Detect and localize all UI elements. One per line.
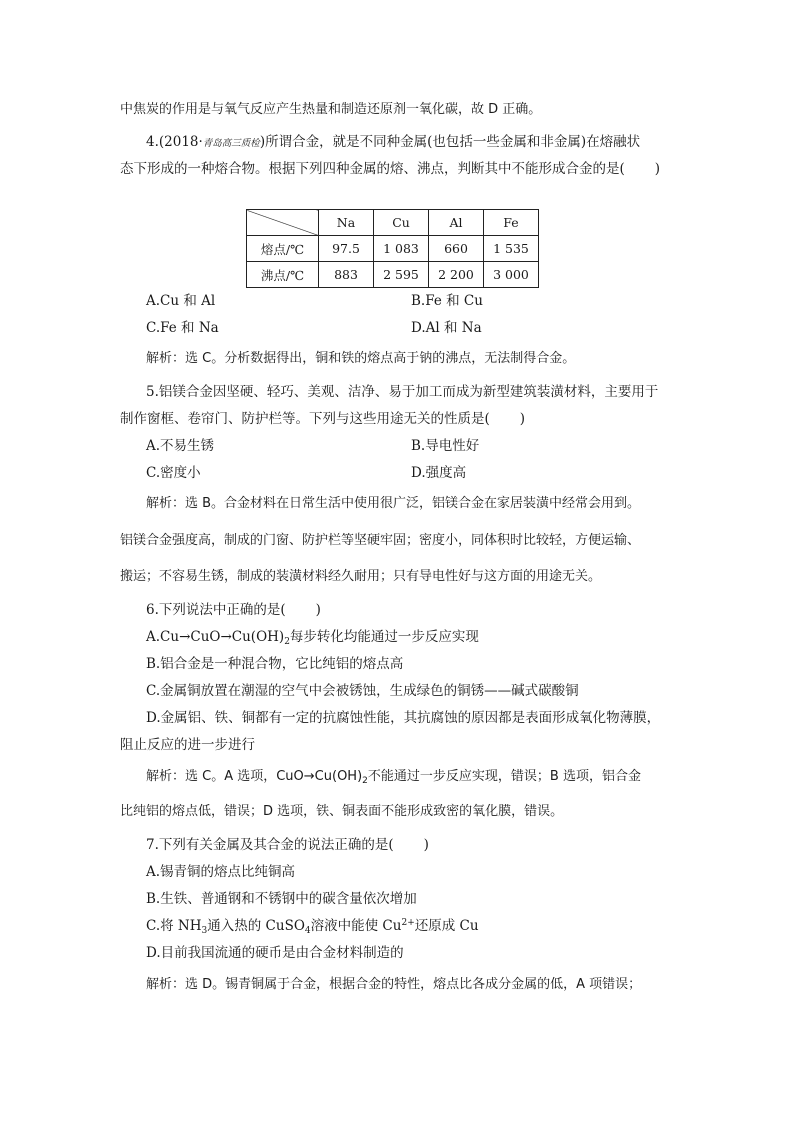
q6-option-a-text: A.Cu→CuO→Cu(OH) xyxy=(146,629,285,645)
q6-answer-text1: 解析：选 C。A 选项，CuO→Cu(OH) xyxy=(146,769,363,784)
q4-option-a: A.Cu 和 Al xyxy=(146,293,216,309)
q5-answer-line2: 铝镁合金强度高，制成的门窗、防护栏等坚硬牢固；密度小，同体积时比较轻，方便运输、 xyxy=(120,533,641,548)
q7-option-c-sub2: 4 xyxy=(304,926,311,936)
q6-option-a xyxy=(146,627,479,647)
q5-answer-line1: 解析：选 B。合金材料在日常生活中使用很广泛，铝镁合金在家居装潢中经常会用到。 xyxy=(146,496,641,511)
table-row-label: 沸点/℃ xyxy=(247,262,319,288)
table-cell: 660 xyxy=(429,236,484,262)
q7-option-d: D.目前我国流通的硬币是由合金材料制造的 xyxy=(146,945,404,961)
q6-paren-close: ) xyxy=(315,602,321,618)
q6-option-c: C.金属铜放置在潮湿的空气中会被锈蚀，生成绿色的铜锈——碱式碳酸铜 xyxy=(146,683,579,699)
q6-option-d-line2: 阻止反应的进一步进行 xyxy=(120,737,255,753)
table-cell: 2 200 xyxy=(429,262,484,288)
q5-stem-line2 xyxy=(120,409,525,429)
q4-answer: 解析：选 C。分析数据得出，铜和铁的熔点高于钠的沸点，无法制得合金。 xyxy=(146,351,576,366)
q7-option-a: A.锡青铜的熔点比纯铜高 xyxy=(146,864,296,880)
table-cell: 3 000 xyxy=(484,262,539,288)
q6-answer-line2: 比纯铝的熔点低，错误；D 选项，铁、铜表面不能形成致密的氧化膜，错误。 xyxy=(120,804,564,819)
q4-source: 青岛高三质检 xyxy=(202,138,260,149)
table-header-cell: Cu xyxy=(374,210,429,236)
q5-stem-line1: 5.铝镁合金因坚硬、轻巧、美观、洁净、易于加工而成为新型建筑装潢材料，主要用于 xyxy=(146,384,659,400)
q6-answer-subscript: 2 xyxy=(362,776,368,786)
q6-option-a-subscript: 2 xyxy=(284,637,290,647)
table-cell: 97.5 xyxy=(319,236,374,262)
q4-number-close: ) xyxy=(259,134,266,150)
table-header-cell: Na xyxy=(319,210,374,236)
q7-option-c xyxy=(146,916,479,936)
q7-answer: 解析：选 D。锡青铜属于合金，根据合金的特性，熔点比各成分金属的低，A 项错误； xyxy=(146,977,642,992)
q6-option-d-line1: D.金属铝、铁、铜都有一定的抗腐蚀性能，其抗腐蚀的原因都是表面形成氧化物薄膜， xyxy=(146,710,661,726)
q5-answer-line3: 搬运；不容易生锈，制成的装潢材料经久耐用；只有导电性好与这方面的用途无关。 xyxy=(120,569,602,584)
q6-stem xyxy=(146,600,321,620)
q5-option-d: D.强度高 xyxy=(411,465,467,481)
q5-option-a: A.不易生锈 xyxy=(146,438,215,454)
q4-option-d: D.Al 和 Na xyxy=(411,320,482,336)
q7-option-c-sub1: 3 xyxy=(201,926,208,936)
q7-option-c-text1: C.将 NH xyxy=(146,918,202,934)
table-cell: 883 xyxy=(319,262,374,288)
q5-stem-text2: 制作窗框、卷帘门、防护栏等。下列与这些用途无关的性质是( xyxy=(120,411,490,427)
q6-stem-text: 6.下列说法中正确的是( xyxy=(146,602,286,618)
q7-stem xyxy=(146,835,429,855)
q4-option-c: C.Fe 和 Na xyxy=(146,320,219,336)
table-header-cell: Al xyxy=(429,210,484,236)
q7-option-c-sup: 2+ xyxy=(401,918,415,928)
q7-option-b: B.生铁、普通钢和不锈钢中的碳含量依次增加 xyxy=(146,891,417,907)
q5-option-c: C.密度小 xyxy=(146,465,201,481)
table-cell: 1 535 xyxy=(484,236,539,262)
q6-option-a-rest: 每步转化均能通过一步反应实现 xyxy=(289,629,479,645)
q4-stem-text2: 态下形成的一种熔合物。根据下列四种金属的熔、沸点，判断其中不能形成合金的是( xyxy=(120,161,625,177)
table-row xyxy=(247,236,539,262)
table-row-label: 熔点/℃ xyxy=(247,236,319,262)
q5-paren-close: ) xyxy=(519,411,526,427)
q7-stem-text: 7.下列有关金属及其合金的说法正确的是( xyxy=(146,837,394,853)
q6-option-b: B.铝合金是一种混合物，它比纯铝的熔点高 xyxy=(146,656,404,672)
q4-stem-line1 xyxy=(146,132,640,154)
q4-number: 4.(2018· xyxy=(146,134,203,150)
table-cell: 1 083 xyxy=(374,236,429,262)
table-header-cell: Fe xyxy=(484,210,539,236)
q7-option-c-text2: 通入热的 CuSO xyxy=(207,918,305,934)
table-header-row xyxy=(247,210,539,236)
q4-stem-text1: 所谓合金，就是不同种金属(也包括一些金属和非金属)在熔融状 xyxy=(265,134,641,150)
metal-properties-table xyxy=(246,209,539,288)
q7-paren-close: ) xyxy=(423,837,429,853)
q7-option-c-text4: 还原成 Cu xyxy=(414,918,479,934)
q5-option-b: B.导电性好 xyxy=(411,438,480,454)
q4-paren-close: ) xyxy=(654,161,661,177)
q7-option-c-text3: 溶液中能使 Cu xyxy=(310,918,402,934)
q4-stem-line2 xyxy=(120,159,660,179)
table-row xyxy=(247,262,539,288)
q6-answer-line1 xyxy=(146,767,641,787)
q4-option-b: B.Fe 和 Cu xyxy=(411,293,483,309)
q6-answer-text1-rest: 不能通过一步反应实现，错误；B 选项，铝合金 xyxy=(367,769,641,784)
table-corner-cell xyxy=(247,210,319,236)
prev-answer-tail: 中焦炭的作用是与氧气反应产生热量和制造还原剂一氧化碳，故 D 正确。 xyxy=(120,102,542,117)
table-cell: 2 595 xyxy=(374,262,429,288)
